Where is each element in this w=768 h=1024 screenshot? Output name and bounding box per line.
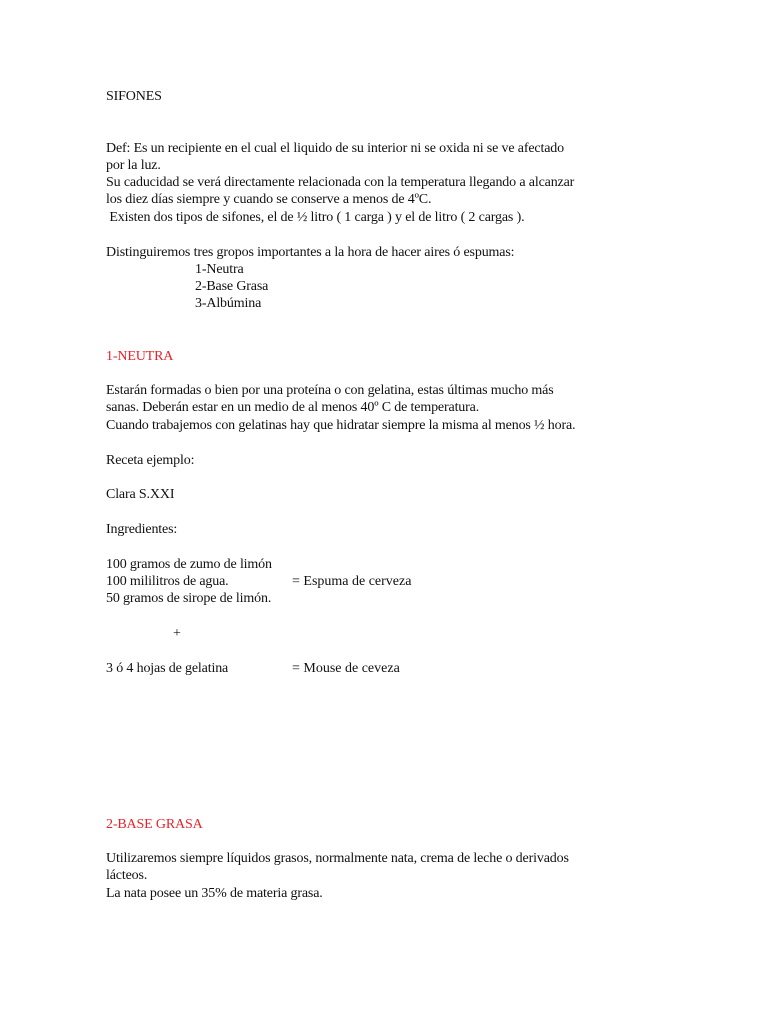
caducidad-line-2: los diez días siempre y cuando se conserve a menos de 4ºC. [106,192,432,207]
neutra-paragraph-line-3: Cuando trabajemos con gelatinas hay que hidratar siempre la misma al menos ½ hora. [106,418,576,433]
caducidad-line-1: Su caducidad se verá directamente relacionada con la temperatura llegando a alcanzar [106,175,575,190]
ingredients-label: Ingredientes: [106,522,178,537]
section-heading-base-grasa: 2-BASE GRASA [106,817,203,832]
tipos-line: Existen dos tipos de sifones, el de ½ litro ( 1 carga ) y el de litro ( 2 cargas ). [106,210,525,225]
ingredient-line: 50 gramos de sirope de limón. [106,591,272,606]
ingredient-line: 3 ó 4 hojas de gelatina [106,661,229,676]
group-item: 3-Albúmina [195,296,262,311]
base-grasa-paragraph-line-3: La nata posee un 35% de materia grasa. [106,886,323,901]
ingredient-result: = Mouse de ceveza [292,661,400,676]
base-grasa-paragraph-line-2: lácteos. [106,868,148,883]
neutra-paragraph-line-2: sanas. Deberán estar en un medio de al menos 40º C de temperatura. [106,400,480,415]
neutra-paragraph-line-1: Estarán formadas o bien por una proteína o con gelatina, estas últimas mucho más [106,383,554,398]
receta-label: Receta ejemplo: [106,453,195,468]
definition-line-1: Def: Es un recipiente en el cual el liquido de su interior ni se oxida ni se ve afectado [106,141,564,156]
definition-line-2: por la luz. [106,158,161,173]
ingredient-line: 100 mililitros de agua. [106,574,229,589]
group-item: 1-Neutra [195,262,244,277]
base-grasa-paragraph-line-1: Utilizaremos siempre líquidos grasos, normalmente nata, crema de leche o derivados [106,851,569,866]
groups-intro: Distinguiremos tres gropos importantes a la hora de hacer aires ó espumas: [106,245,515,260]
group-item: 2-Base Grasa [195,279,269,294]
section-heading-neutra: 1-NEUTRA [106,349,174,364]
ingredient-result: = Espuma de cerveza [292,574,412,589]
ingredient-line: 100 gramos de zumo de limón [106,557,272,572]
recipe-name: Clara S.XXI [106,487,175,502]
document-title: SIFONES [106,89,162,104]
plus-sign: + [173,626,181,641]
